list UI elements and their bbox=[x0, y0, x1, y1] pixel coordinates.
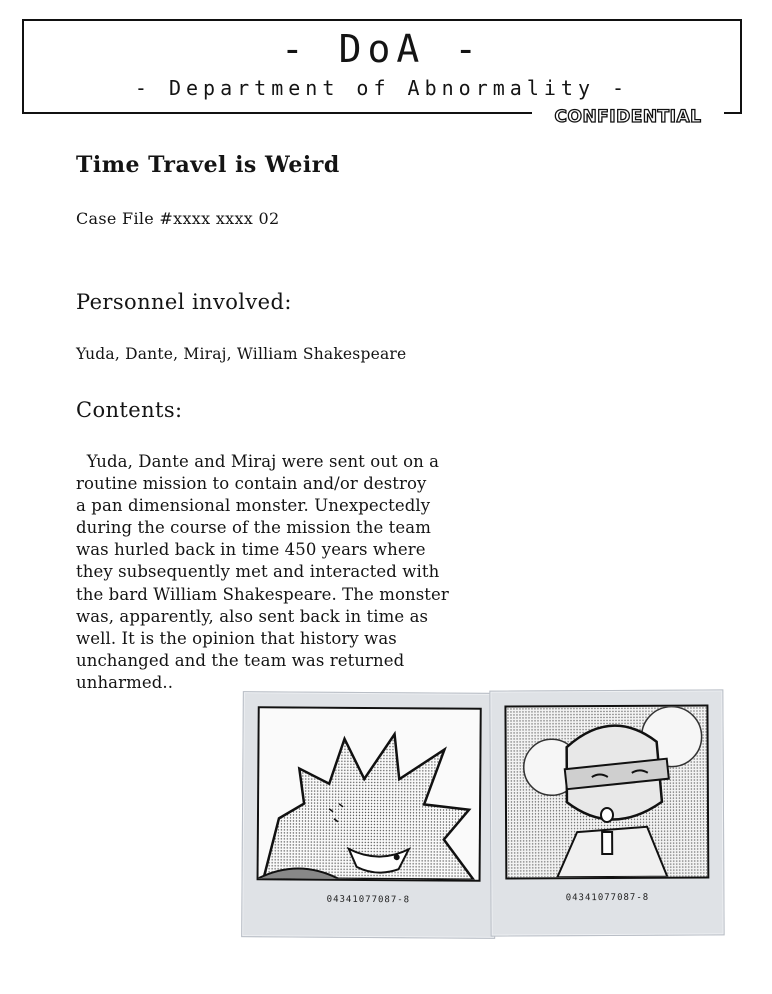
confidential-stamp: CONFIDENTIAL bbox=[532, 106, 724, 128]
document-header bbox=[22, 19, 742, 114]
contents-paragraph: Yuda, Dante and Miraj were sent out on a routine mission to contain and/or destroy a pan dimensional monster. Unexpectedly during the course of the mission the team was hurled back in time 450 years where they subsequently met and interacted with the bard William Shakespeare. The monster was, apparently, also sent back in time as well. It is the opinion that history was unchanged and the team was returned unharmed.. bbox=[76, 452, 449, 692]
header-subtitle: - Department of Abnormality - bbox=[134, 76, 630, 100]
header-title: - DoA - bbox=[280, 27, 484, 71]
personnel-heading: Personnel involved: bbox=[76, 290, 292, 314]
case-file-number: Case File #xxxx xxxx 02 bbox=[76, 209, 280, 228]
evidence-photo-shakespeare bbox=[489, 689, 724, 936]
photo-serial-number: 04341077087-8 bbox=[326, 894, 411, 906]
monster-sketch-image bbox=[257, 706, 482, 882]
document-title: Time Travel is Weird bbox=[76, 152, 340, 178]
evidence-photo-monster bbox=[241, 691, 497, 939]
personnel-list: Yuda, Dante, Miraj, William Shakespeare bbox=[76, 345, 407, 363]
contents-heading: Contents: bbox=[76, 398, 183, 422]
photo-serial-number: 04341077087-8 bbox=[565, 892, 650, 904]
shakespeare-sketch-image bbox=[504, 704, 709, 879]
